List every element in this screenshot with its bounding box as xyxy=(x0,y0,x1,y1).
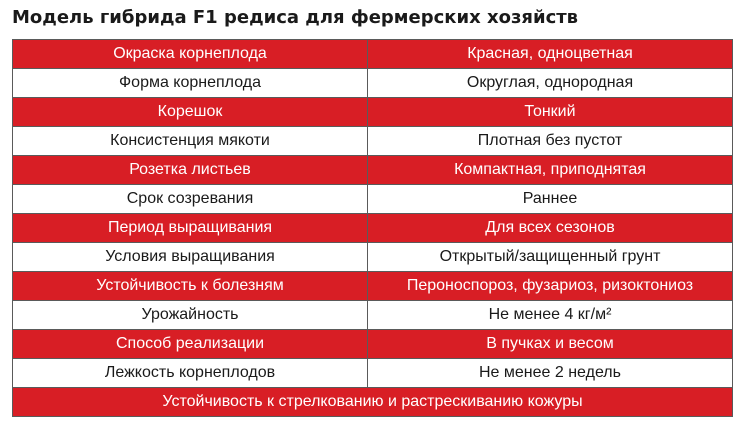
table-row xyxy=(13,359,733,388)
row-label: Способ реализации xyxy=(13,330,368,359)
row-label: Лежкость корнеплодов xyxy=(13,359,368,388)
row-label: Корешок xyxy=(13,98,368,127)
row-label: Розетка листьев xyxy=(13,156,368,185)
table-row xyxy=(13,330,733,359)
table-row xyxy=(13,98,733,127)
row-value: Не менее 2 недель xyxy=(368,359,733,388)
spec-table-body xyxy=(13,40,733,417)
row-value: Плотная без пустот xyxy=(368,127,733,156)
row-value: Открытый/защищенный грунт xyxy=(368,243,733,272)
row-value: В пучках и весом xyxy=(368,330,733,359)
table-row xyxy=(13,127,733,156)
table-footer-row xyxy=(13,388,733,417)
row-label: Устойчивость к болезням xyxy=(13,272,368,301)
table-row xyxy=(13,301,733,330)
footer-note: Устойчивость к стрелкованию и растрескиванию кожуры xyxy=(13,388,733,417)
table-row xyxy=(13,69,733,98)
row-label: Окраска корнеплода xyxy=(13,40,368,69)
row-value: Округлая, однородная xyxy=(368,69,733,98)
row-value: Раннее xyxy=(368,185,733,214)
table-row xyxy=(13,272,733,301)
table-row xyxy=(13,156,733,185)
table-row xyxy=(13,40,733,69)
table-row xyxy=(13,185,733,214)
row-value: Пероноспороз, фузариоз, ризоктониоз xyxy=(368,272,733,301)
row-label: Условия выращивания xyxy=(13,243,368,272)
row-label: Урожайность xyxy=(13,301,368,330)
row-value: Красная, одноцветная xyxy=(368,40,733,69)
table-row xyxy=(13,243,733,272)
row-value: Для всех сезонов xyxy=(368,214,733,243)
spec-table xyxy=(12,39,733,417)
row-label: Консистенция мякоти xyxy=(13,127,368,156)
table-row xyxy=(13,214,733,243)
row-value: Тонкий xyxy=(368,98,733,127)
row-label: Период выращивания xyxy=(13,214,368,243)
row-label: Срок созревания xyxy=(13,185,368,214)
page-title: Модель гибрида F1 редиса для фермерских хозяйств xyxy=(12,7,579,28)
row-value: Компактная, приподнятая xyxy=(368,156,733,185)
row-value: Не менее 4 кг/м² xyxy=(368,301,733,330)
row-label: Форма корнеплода xyxy=(13,69,368,98)
